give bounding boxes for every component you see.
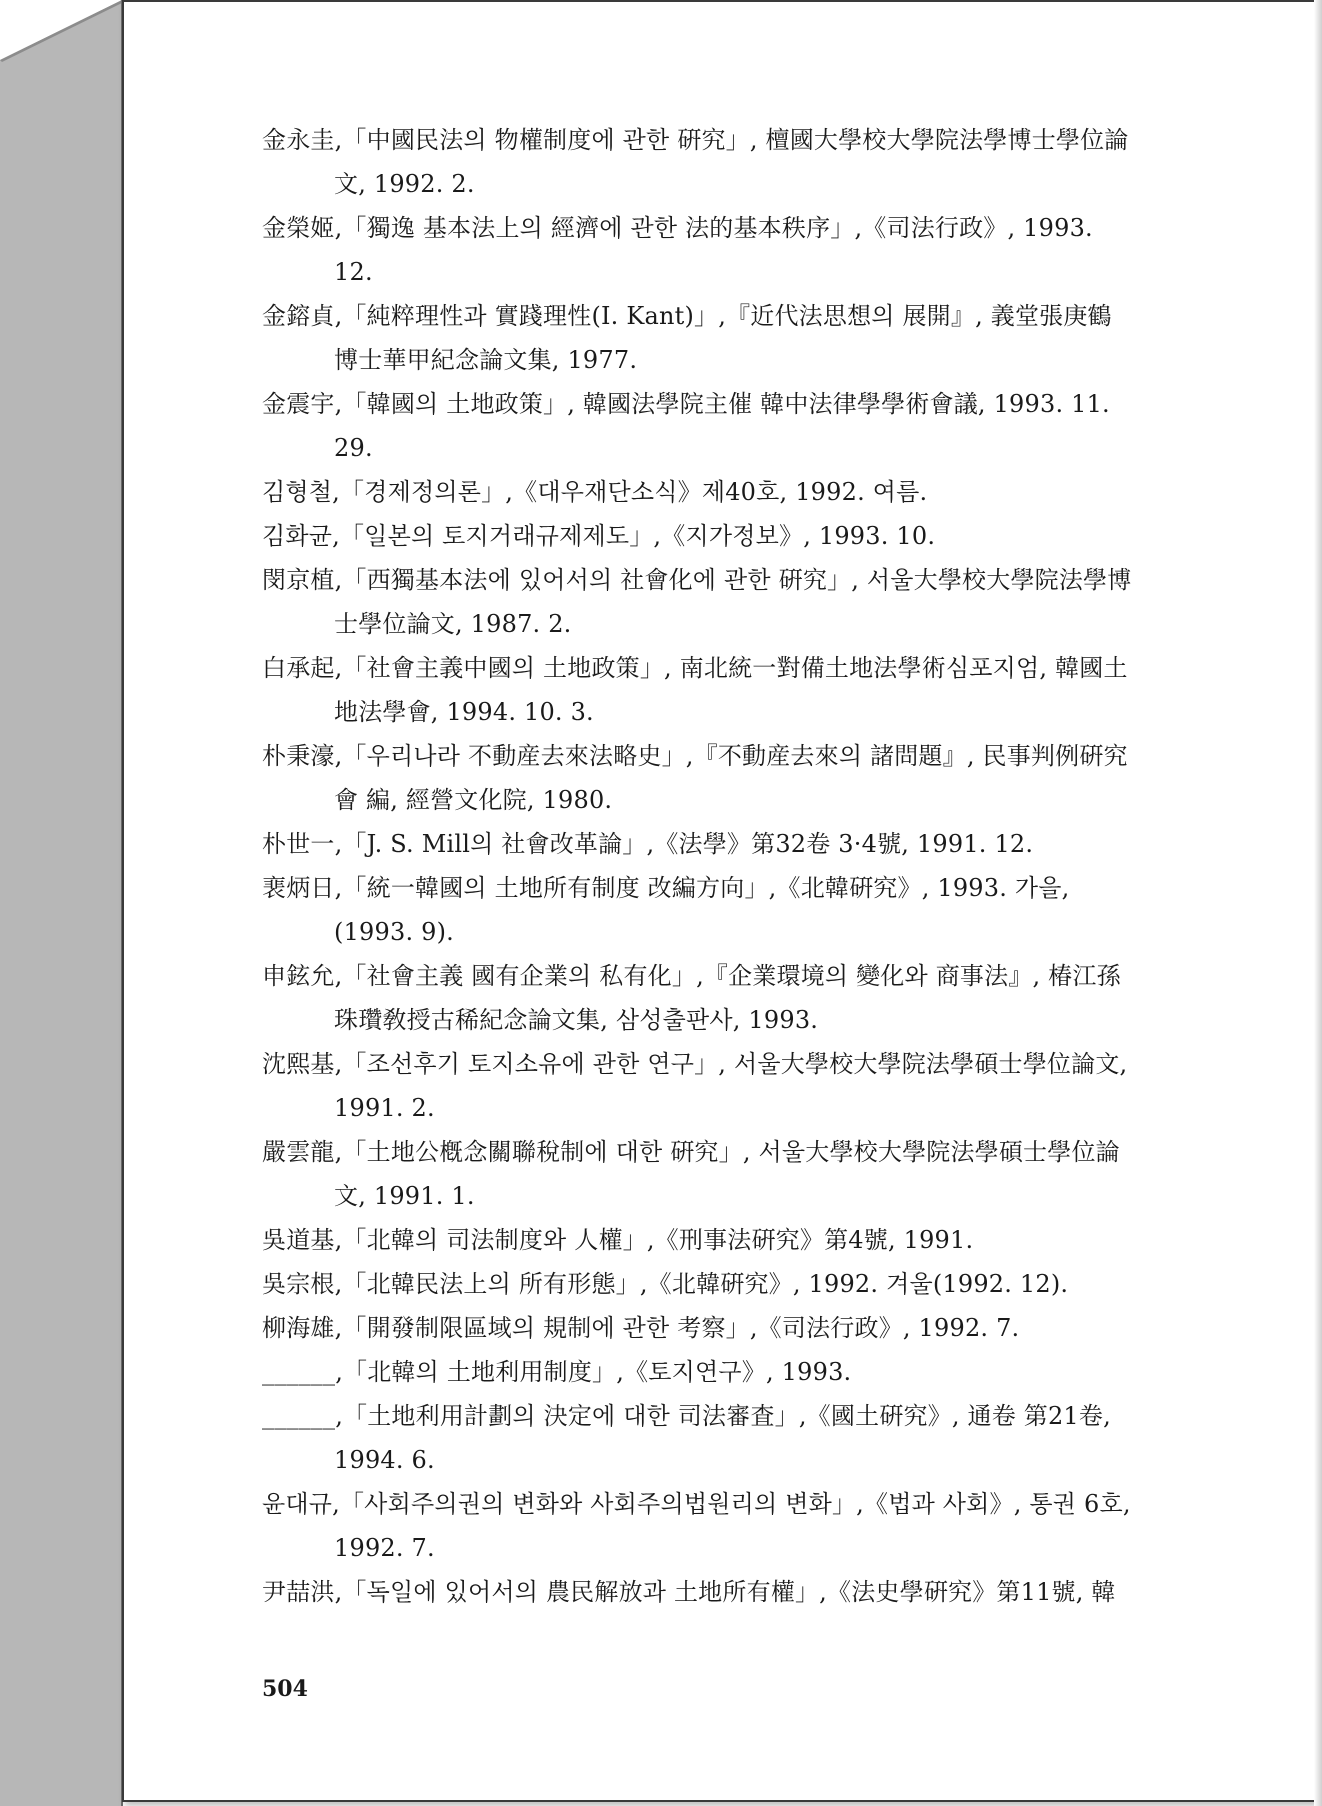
bibliography-entry: 白承起,「社會主義中國의 土地政策」, 南北統一對備土地法學術심포지엄, 韓國土地法學會, 1994. 10. 3. bbox=[262, 654, 1128, 726]
page-edge-shadow bbox=[1314, 0, 1322, 1806]
bibliography-entry: 吳道基,「北韓의 司法制度와 人權」,《刑事法硏究》第4號, 1991. bbox=[262, 1226, 974, 1254]
bibliography-entry: 윤대규,「사회주의권의 변화와 사회주의법원리의 변화」,《법과 사회》, 통권 6호, 1992. 7. bbox=[262, 1490, 1131, 1562]
bibliography-entry: 尹喆洪,「독일에 있어서의 農民解放과 土地所有權」,《法史學硏究》第11號, 韓 bbox=[262, 1578, 1116, 1606]
bibliography-entry: 김화균,「일본의 토지거래규제제도」,《지가정보》, 1993. 10. bbox=[262, 522, 936, 550]
bibliography-entry: 金震宇,「韓國의 土地政策」, 韓國法學院主催 韓中法律學學術會議, 1993. 11. 29. bbox=[262, 390, 1110, 462]
bibliography-entry: 朴秉濠,「우리나라 不動産去來法略史」,『不動産去來의 諸問題』, 民事判例硏究會 編, 經營文化院, 1980. bbox=[262, 742, 1128, 814]
bibliography-entry: 金榮姬,「獨逸 基本法上의 經濟에 관한 法的基本秩序」,《司法行政》, 1993. 12. bbox=[262, 214, 1093, 286]
bibliography-entry: 柳海雄,「開發制限區域의 規制에 관한 考察」,《司法行政》, 1992. 7. bbox=[262, 1314, 1020, 1342]
bibliography-entry: 沈熙基,「조선후기 토지소유에 관한 연구」, 서울大學校大學院法學碩士學位論文, 1991. 2. bbox=[262, 1050, 1128, 1122]
bibliography-entry: 裵炳日,「統一韓國의 土地所有制度 改編方向」,《北韓硏究》, 1993. 가을, (1993. 9). bbox=[262, 874, 1070, 946]
bibliography-entry: 吳宗根,「北韓民法上의 所有形態」,《北韓硏究》, 1992. 겨울(1992. 12). bbox=[262, 1270, 1069, 1298]
page-number: 504 bbox=[262, 1676, 308, 1702]
bibliography-entry: 嚴雲龍,「土地公槪念關聯稅制에 대한 硏究」, 서울大學校大學院法學碩士學位論文, 1991. 1. bbox=[262, 1138, 1120, 1210]
bibliography-entry: 金鎔貞,「純粹理性과 實踐理性(I. Kant)」,『近代法思想의 展開』, 義堂張庚鶴博士華甲紀念論文集, 1977. bbox=[262, 302, 1112, 374]
bibliography-entry: ______,「土地利用計劃의 決定에 대한 司法審査」,《國土硏究》, 通卷 第21卷, 1994. 6. bbox=[262, 1402, 1111, 1474]
bibliography-entry: ______,「北韓의 土地利用制度」,《토지연구》, 1993. bbox=[262, 1358, 852, 1386]
bibliography-entry: 申鉉允,「社會主義 國有企業의 私有化」,『企業環境의 變化와 商事法』, 椿江孫珠瓚敎授古稀紀念論文集, 삼성출판사, 1993. bbox=[262, 962, 1121, 1034]
bibliography-entry: 김형철,「경제정의론」,《대우재단소식》제40호, 1992. 여름. bbox=[262, 478, 928, 506]
bibliography-entry: 閔京植,「西獨基本法에 있어서의 社會化에 관한 硏究」, 서울大學校大學院法學博士學位論文, 1987. 2. bbox=[262, 566, 1132, 638]
book-side-panel bbox=[0, 0, 124, 1806]
bibliography-entry: 金永圭,「中國民法의 物權制度에 관한 硏究」, 檀國大學校大學院法學博士學位論文, 1992. 2. bbox=[262, 126, 1129, 198]
bibliography-list bbox=[262, 118, 1132, 1614]
bibliography-entry: 朴世一,「J. S. Mill의 社會改革論」,《法學》第32卷 3·4號, 1991. 12. bbox=[262, 830, 1034, 858]
